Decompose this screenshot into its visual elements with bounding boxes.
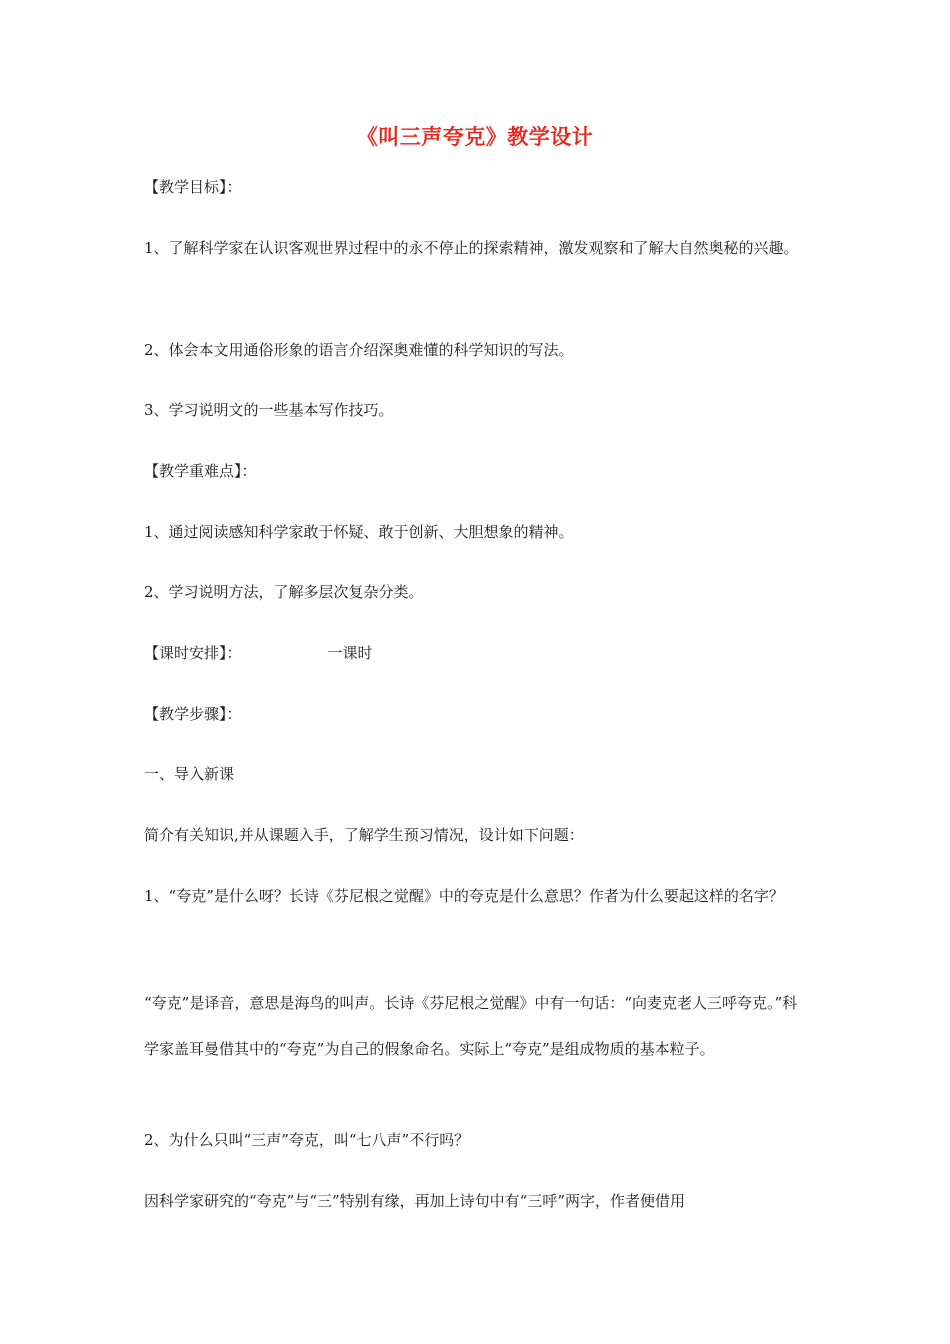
- schedule-label: 【课时安排】：: [144, 644, 242, 662]
- paragraph-objective-1: 1、了解科学家在认识客观世界过程中的永不停止的探索精神，激发观察和了解大自然奥秘的兴趣。: [144, 239, 799, 257]
- schedule-value: 一课时: [327, 644, 373, 662]
- paragraph-answer-1: “夸克”是译音，意思是海鸟的叫声。长诗《芬尼根之觉醒》中有一句话：“向麦克老人三呼夸克。”科学家盖耳曼借其中的“夸克”为自己的假象命名。实际上“夸克”是组成物质的基本粒子。: [144, 994, 798, 1058]
- paragraph-schedule: [144, 638, 808, 668]
- paragraph-key-point-1: 1、通过阅读感知科学家敢于怀疑、敢于创新、大胆想象的精神。: [144, 523, 574, 541]
- paragraph-question-1: 1、“夸克”是什么呀？长诗《芬尼根之觉醒》中的夸克是什么意思？作者为什么要起这样的名字？: [144, 887, 784, 905]
- paragraph-intro-desc: 简介有关知识,并从课题入手，了解学生预习情况，设计如下问题：: [144, 826, 584, 844]
- document-title: 《叫三声夸克》教学设计: [356, 124, 594, 149]
- paragraph-objective-3: 3、学习说明文的一些基本写作技巧。: [144, 401, 394, 419]
- paragraph-objective-2: 2、体会本文用通俗形象的语言介绍深奥难懂的科学知识的写法。: [144, 341, 574, 359]
- section-heading-steps: 【教学步骤】：: [144, 705, 242, 723]
- paragraph-step-intro: 一、导入新课: [144, 765, 235, 783]
- paragraph-question-2: 2、为什么只叫“三声”夸克，叫“七八声”不行吗？: [144, 1131, 470, 1149]
- section-heading-objectives: 【教学目标】：: [144, 178, 242, 196]
- paragraph-answer-2: 因科学家研究的“夸克”与“三”特别有缘，再加上诗句中有“三呼”两字，作者便借用: [144, 1192, 686, 1210]
- section-heading-key-points: 【教学重难点】：: [144, 462, 257, 480]
- paragraph-key-point-2: 2、学习说明方法，了解多层次复杂分类。: [144, 583, 424, 601]
